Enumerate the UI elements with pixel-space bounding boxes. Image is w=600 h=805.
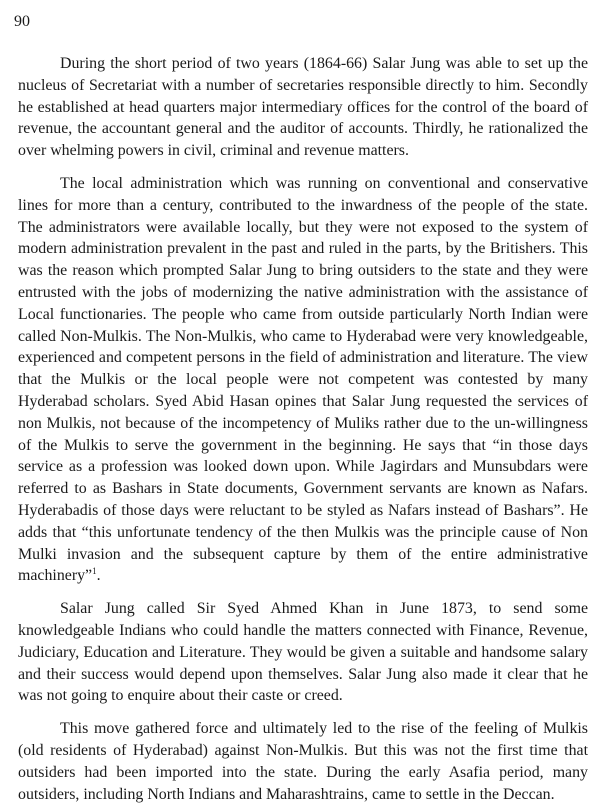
paragraph-2 (18, 173, 588, 587)
body-text (18, 53, 588, 805)
paragraph-3: Salar Jung called Sir Syed Ahmed Khan in June 1873, to send some knowledgeable Indians who could handle the matters connected with Finance, Revenue, Judiciary, Education and Literature. They would be given a suitable and handsome salary and their success would depend upon themselves. Salar Jung also made it clear that he was not going to enquire about their caste or creed. (18, 600, 588, 705)
footnote-marker: 1 (92, 566, 97, 577)
paragraph-1: During the short period of two years (1864-66) Salar Jung was able to set up the nucleus of Secretariat with a number of secretaries responsible directly to him. Secondly he established at head quarters major intermediary offices for the control of the board of revenue, the accountant general and the auditor of accounts. Thirdly, he rationalized the over whelming powers in civil, criminal and revenue matters. (18, 55, 588, 160)
page-number: 90 (14, 13, 30, 30)
paragraph-2-text: The local administration which was running on conventional and conservative lines for more than a century, contributed to the inwardness of the people of the state. The administrators were available locally, but they were not exposed to the system of modern administration prevalent in the past and ruled in the parts, by the Britishers. This was the reason which prompted Salar Jung to bring outsiders to the state and they were entrusted with the jobs of modernizing the native administration with the assistance of Local functionaries. The people who came from outside particularly North Indian were called Non-Mulkis. The Non-Mulkis, who came to Hyderabad were very knowledgeable, experienced and competent persons in the field of administration and literature. The view that the Mulkis or the local people were not competent was contested by many Hyderabad scholars. Syed Abid Hasan opines that Salar Jung requested the services of non Mulkis, not because of the incompetency of Muliks rather due to the un-willingness of the Mulkis to serve the government in the beginning. He says that “in those days service as a profession was looked down upon. While Jagirdars and Munsubdars were referred to as Bashars in State documents, Government servants are known as Nafars. Hyderabadis of those days were reluctant to be styled as Nafars instead of Bashars”. He adds that “this unfortunate tendency of the then Mulkis was the principle cause of Non Mulki invasion and the subsequent capture by them of the entire administrative machinery” (18, 174, 588, 585)
paragraph-2-end: . (96, 567, 101, 585)
paragraph-4: This move gathered force and ultimately led to the rise of the feeling of Mulkis (old residents of Hyderabad) against Non-Mulkis. But this was not the first time that outsiders had been imported into the state. During the early Asafia period, many outsiders, including North Indians and Maharashtrains, came to settle in the Deccan. (18, 720, 588, 803)
